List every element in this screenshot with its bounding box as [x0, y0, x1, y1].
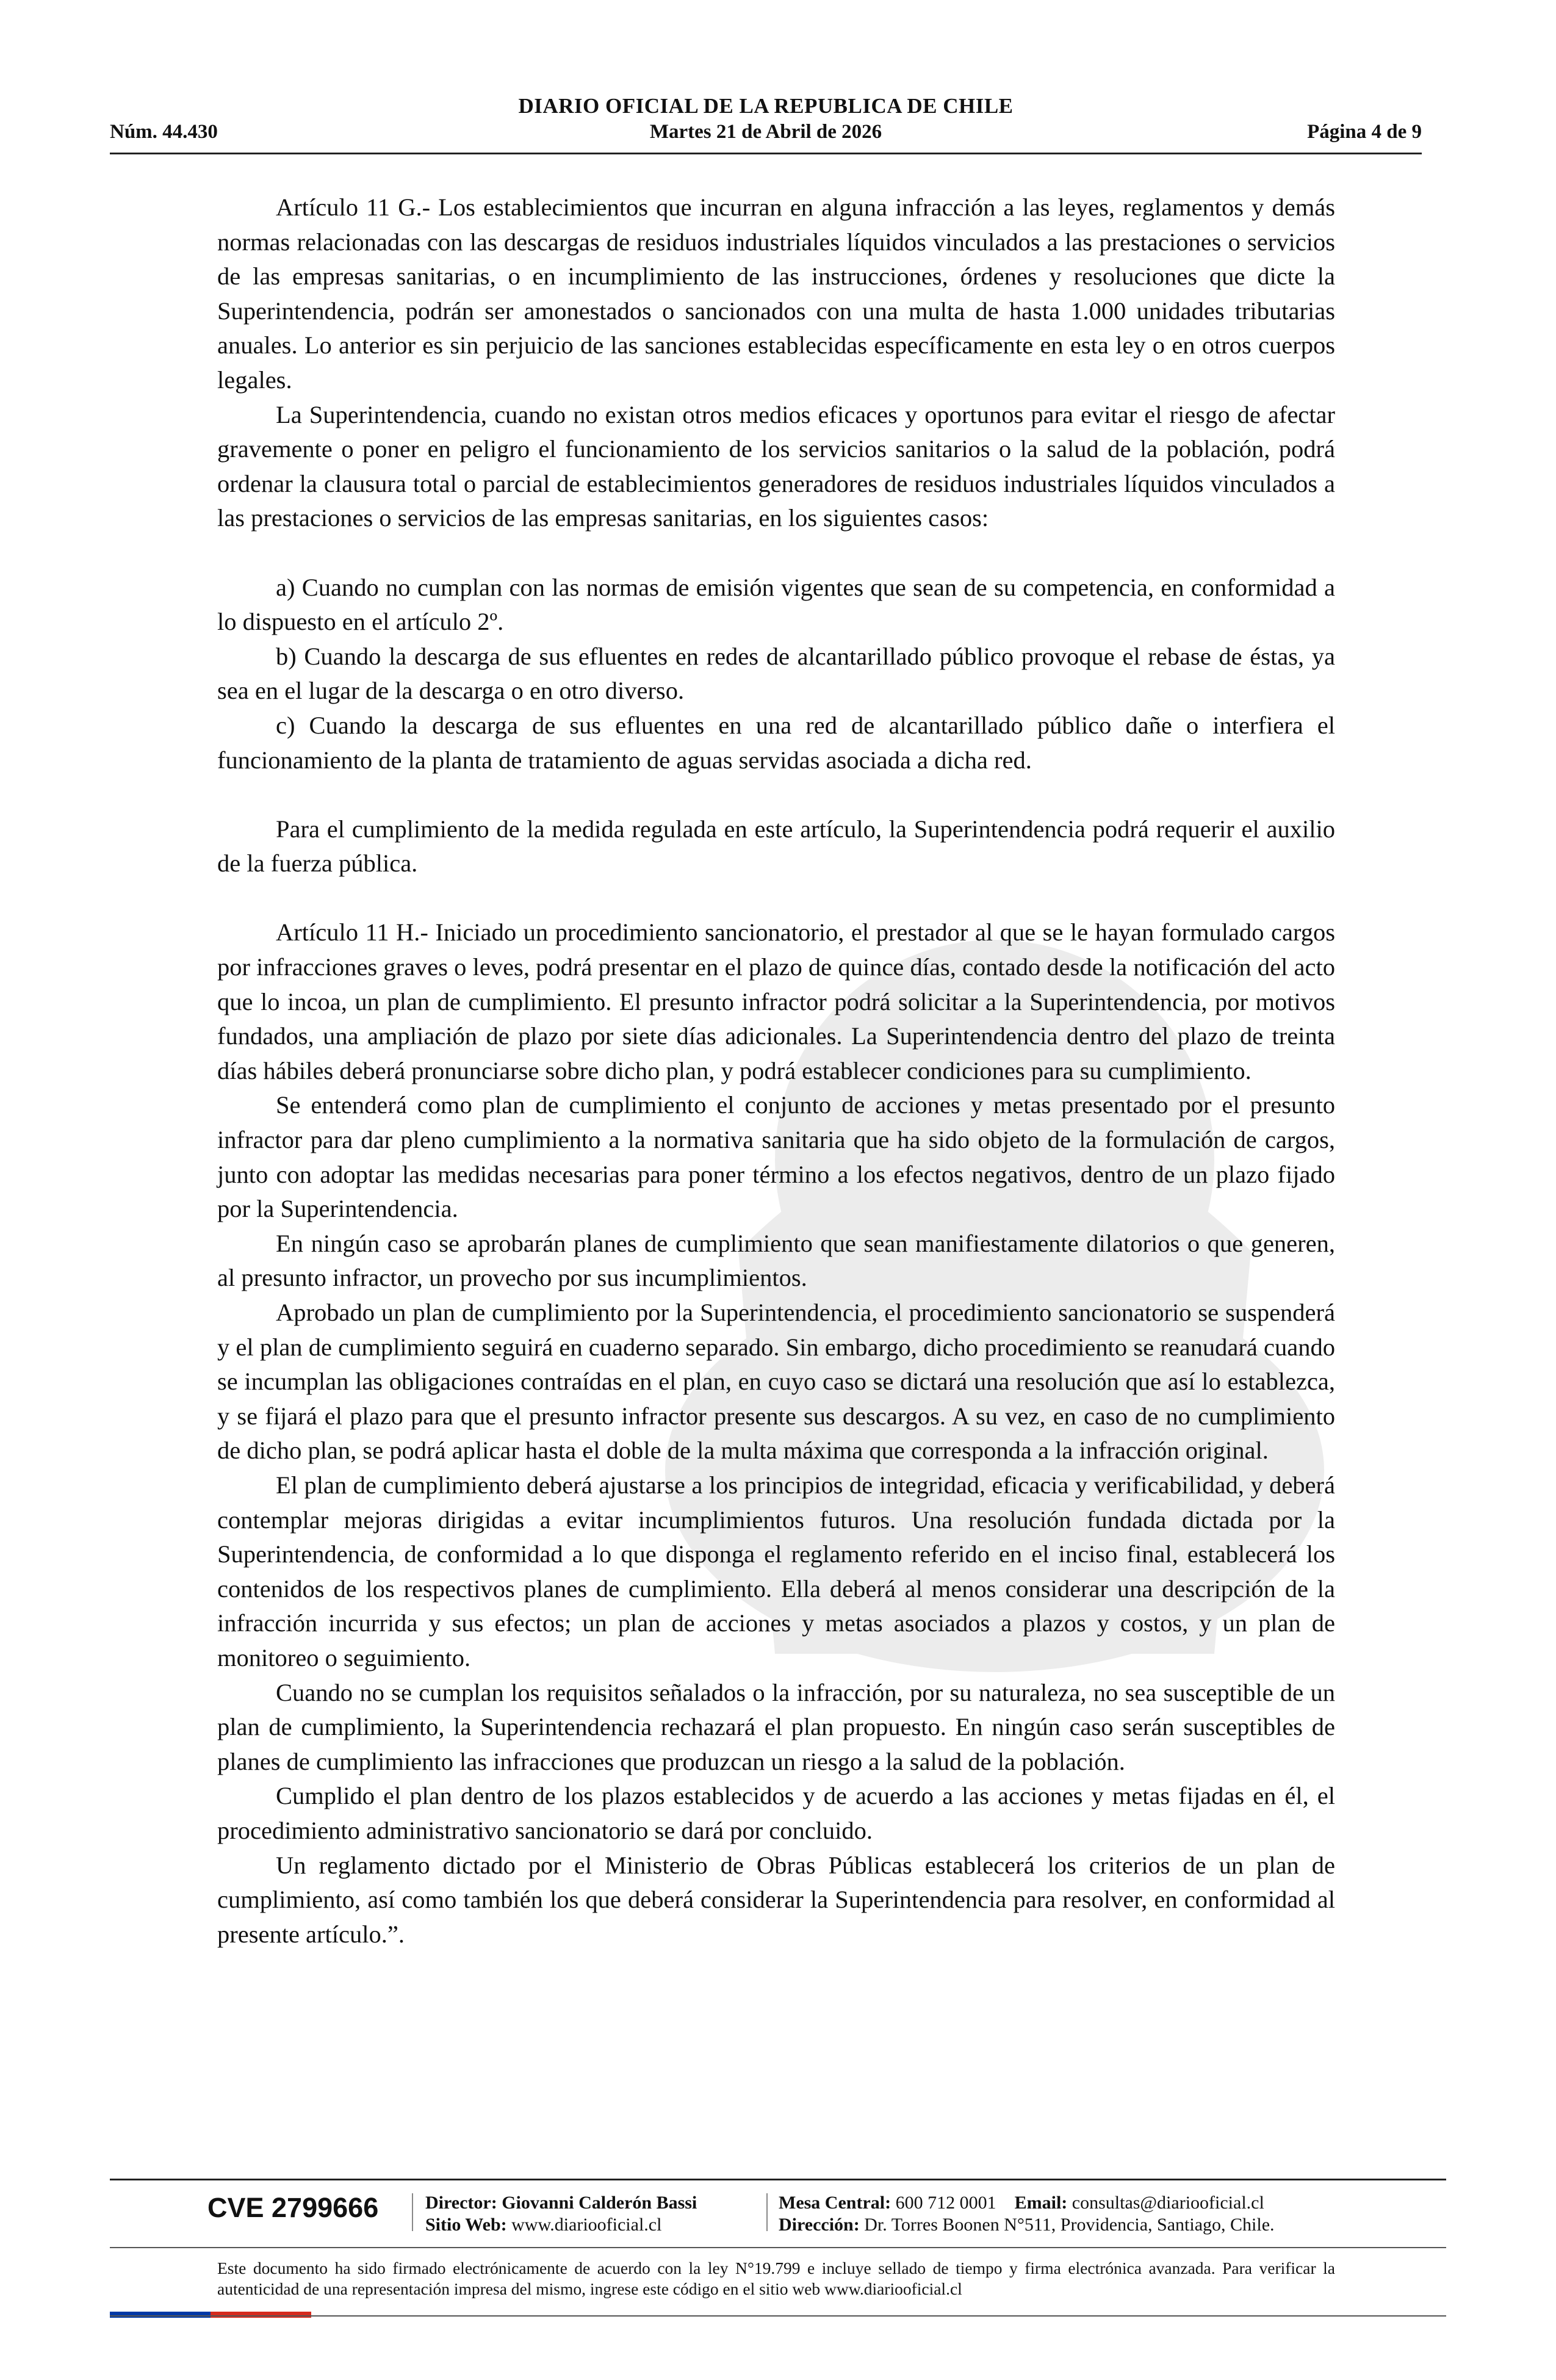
paragraph: Cumplido el plan dentro de los plazos establecidos y de acuerdo a las acciones y metas fijadas en él, el procedimiento administrativo sancionatorio se dará por concluido. [217, 1782, 1335, 1844]
cve-code: CVE 2799666 [207, 2192, 379, 2223]
paragraph: En ningún caso se aprobarán planes de cumplimiento que sean manifiestamente dilatorios o que generen, al presunto infractor, un provecho por sus incumplimientos. [217, 1229, 1335, 1292]
page-indicator: Página 4 de 9 [1307, 121, 1422, 143]
address-text: Dr. Torres Boonen N°511, Providencia, Santiago, Chile. [864, 2215, 1275, 2235]
paragraph: Aprobado un plan de cumplimiento por la Superintendencia, el procedimiento sancionatorio se suspenderá y el plan de cumplimiento seguirá en cuaderno separado. Sin embargo, dicho procedimiento se reanudará cuando se incumplan las obligaciones contraídas en el plan, en cuyo caso se dictará una resolución que así lo establezca, y se fijará el plazo para que el presunto infractor presente sus descargos. A su vez, en caso de no cumplimiento de dicho plan, se podrá aplicar hasta el doble de la multa máxima que corresponda a la infracción original. [217, 1299, 1335, 1465]
publication-title: DIARIO OFICIAL DE LA REPUBLICA DE CHILE [518, 94, 1014, 118]
mesa-label: Mesa Central: [779, 2193, 891, 2213]
paragraph-article-11g: Artículo 11 G.- Los establecimientos que incurran en alguna infracción a las leyes, reglamentos y demás normas relacionadas con las descargas de residuos industriales líquidos vinculados a las prestaciones o servicios de las empresas sanitarias, o en incumplimiento de las instrucciones, órdenes y resoluciones que dicte la Superintendencia, podrán ser amonestados o sancionados con una multa de hasta 1.000 unidades tributarias anuales. Lo anterior es sin perjuicio de las sanciones establecidas específicamente en esta ley o en otros cuerpos legales. [217, 193, 1335, 394]
paragraph: El plan de cumplimiento deberá ajustarse a los principios de integridad, eficacia y verificabilidad, y deberá contemplar mejoras dirigidas a evitar incumplimientos futuros. Una resolución fundada dictada por la Superintendencia, de conformidad a lo que disponga el reglamento referido en el inciso final, establecerá los contenidos de los respectivos planes de cumplimiento. Ella deberá al menos considerar una descripción de la infracción incurrida y sus efectos; un plan de acciones y metas asociados a plazos y costos, y un plan de monitoreo o seguimiento. [217, 1471, 1335, 1671]
page-header [110, 92, 1422, 159]
paragraph: Un reglamento dictado por el Ministerio de Obras Públicas establecerá los criterios de un plan de cumplimiento, así como también los que deberá considerar la Superintendencia para resolver, en conformidad al presente artículo.”. [217, 1851, 1335, 1948]
legal-notice: Este documento ha sido firmado electrónicamente de acuerdo con la ley N°19.799 e incluye sellado de tiempo y firma electrónica avanzada. Para verificar la autenticidad de una representación impresa del mismo, ingrese este código en el sitio web www.diariooficial.cl [217, 2259, 1335, 2298]
email-label: Email: [1014, 2193, 1068, 2213]
paragraph-article-11h: Artículo 11 H.- Iniciado un procedimiento sancionatorio, el prestador al que se le hayan formulado cargos por infracciones graves o leves, podrá presentar en el plazo de quince días, contado desde la notificación del acto que lo incoa, un plan de cumplimiento. El presunto infractor podrá solicitar a la Superintendencia, por motivos fundados, una ampliación de plazo por siete días adicionales. La Superintendencia dentro del plazo de treinta días hábiles deberá pronunciarse sobre dicho plan, y podrá establecer condiciones para su cumplimiento. [217, 918, 1335, 1084]
footer-divider [110, 2179, 1446, 2180]
website-label: Sitio Web: [425, 2215, 507, 2235]
paragraph: Se entenderá como plan de cumplimiento el conjunto de acciones y metas presentado por el presunto infractor para dar pleno cumplimiento a la normativa sanitaria que ha sido objeto de la formulación de cargos, junto con adoptar las medidas necesarias para poner término a los efectos negativos, dentro de un plazo fijado por la Superintendencia. [217, 1091, 1335, 1223]
list-item-c: c) Cuando la descarga de sus efluentes en una red de alcantarillado público dañe o interfiera el funcionamiento de la planta de tratamiento de aguas servidas asociada a dicha red. [217, 711, 1335, 774]
document-body [217, 190, 1335, 1952]
header-divider [110, 153, 1422, 154]
email-link[interactable]: consultas@diariooficial.cl [1072, 2193, 1264, 2213]
paragraph: Para el cumplimiento de la medida regulada en este artículo, la Superintendencia podrá requerir el auxilio de la fuerza pública. [217, 815, 1335, 878]
address-label: Dirección: [779, 2215, 860, 2235]
director-label: Director: [425, 2193, 497, 2213]
page-footer [110, 2179, 1446, 2331]
footer-separator [412, 2193, 413, 2231]
footer-director-block [425, 2192, 697, 2236]
footer-separator [766, 2193, 768, 2231]
issue-date: Martes 21 de Abril de 2026 [649, 121, 882, 143]
director-name: Giovanni Calderón Bassi [502, 2193, 697, 2213]
flag-stripe-blue [110, 2312, 211, 2318]
list-item-a: a) Cuando no cumplan con las normas de emisión vigentes que sean de su competencia, en conformidad a lo dispuesto en el artículo 2º. [217, 573, 1335, 636]
footer-divider [110, 2247, 1446, 2248]
paragraph: Cuando no se cumplan los requisitos señalados o la infracción, por su naturaleza, no sea susceptible de un plan de cumplimiento, la Superintendencia rechazará el plan propuesto. En ningún caso serán susceptibles de planes de cumplimiento las infracciones que produzcan un riesgo a la salud de la población. [217, 1678, 1335, 1775]
footer-bottom-divider [110, 2315, 1446, 2317]
footer-contact-block [779, 2192, 1275, 2236]
issue-number: Núm. 44.430 [110, 121, 218, 143]
paragraph: La Superintendencia, cuando no existan otros medios eficaces y oportunos para evitar el riesgo de afectar gravemente o poner en peligro el funcionamiento de los servicios sanitarios o la salud de la población, podrá ordenar la clausura total o parcial de establecimientos generadores de residuos industriales líquidos vinculados a las prestaciones o servicios de las empresas sanitarias, en los siguientes casos: [217, 400, 1335, 532]
list-item-b: b) Cuando la descarga de sus efluentes en redes de alcantarillado público provoque el rebase de éstas, ya sea en el lugar de la descarga o en otro diverso. [217, 642, 1335, 705]
phone-number: 600 712 0001 [895, 2193, 996, 2213]
website-link[interactable]: www.diariooficial.cl [511, 2215, 662, 2235]
